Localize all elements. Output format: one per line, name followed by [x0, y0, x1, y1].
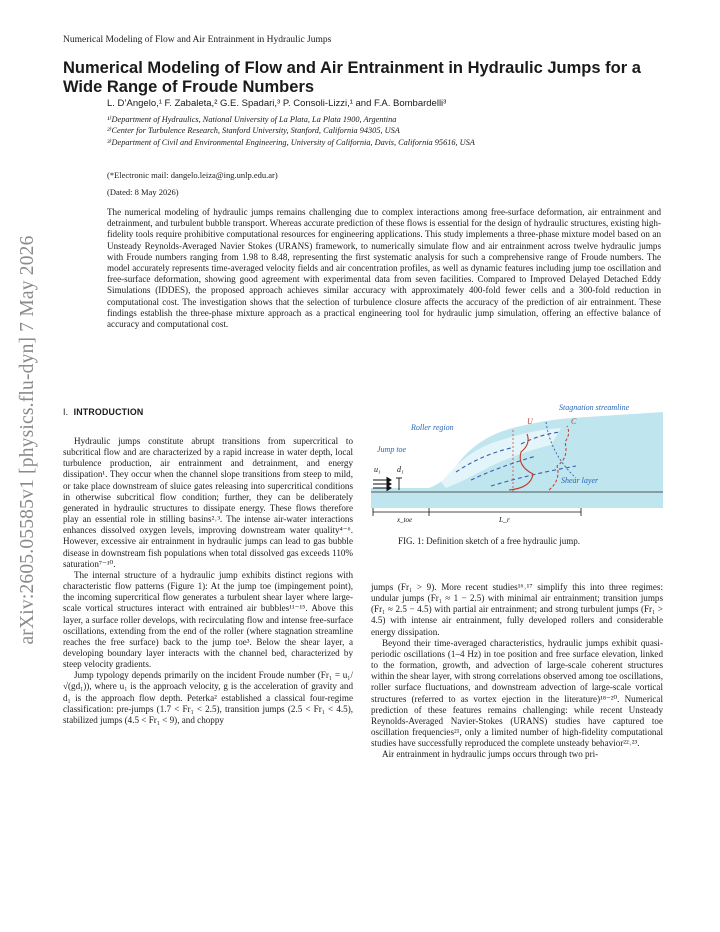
label-shear-layer: Shear layer	[561, 476, 599, 485]
affiliation-2: ²⁾Center for Turbulence Research, Stanford University, Stanford, California 94305, USA	[107, 126, 400, 136]
left-column	[63, 436, 353, 726]
contact-email: (*Electronic mail: dangelo.leiza@ing.unlp.edu.ar)	[107, 170, 278, 180]
figure-sketch	[371, 400, 663, 528]
figure-hydraulic-jump	[371, 400, 663, 528]
label-jump-toe: Jump toe	[377, 445, 407, 454]
label-c: C	[571, 417, 577, 426]
paragraph: Beyond their time-averaged characteristics, hydraulic jumps exhibit quasi-periodic oscillations (1–4 Hz) in toe position and free surface elevation, linked to the formation, growth, and advection of large-scale coherent structures within the shear layer, with strong correlations observed among toe oscillations, roller surface fluctuations, and downstream advection of large-scale vortical structures (referred to as vortex ejection in the literature)¹⁸⁻²⁰. Numerical prediction of these features remains challenging: while recent Unsteady Reynolds-Averaged Navier-Stokes (URANS) studies have captured toe oscillation frequencies²¹, only a limited number of high-fidelity computational studies have successfully reproduced the complete unsteady behavior²²˒²³.	[371, 637, 663, 749]
paper-title: Numerical Modeling of Flow and Air Entrainment in Hydraulic Jumps for a Wide Range of Froude Numbers	[63, 59, 641, 96]
label-u1: u₁	[374, 465, 381, 474]
paragraph: The internal structure of a hydraulic jump exhibits distinct regions with characteristic flow patterns (Figure 1): At the jump toe (impingement point), the incoming supercritical flow generates a turbulent shear layer where large-scale vortical structures interact with entrained air bubbles¹¹⁻¹⁵. Above this layer, a surface roller develops, with recirculating flow and intense free-surface oscillations, extending from the end of the roller (where stagnation streamline reaches the free surface) back to the jump toe³. Below the shear layer, a developing boundary layer interacts with the channel bed, characterized by steep velocity gradients.	[63, 569, 353, 670]
paragraph: Air entrainment in hydraulic jumps occurs through two pri-	[382, 749, 599, 760]
dimension-lines	[373, 508, 581, 516]
right-column	[371, 582, 663, 761]
section-number: I.	[63, 407, 69, 417]
paragraph: jumps (Fr₁ > 9). More recent studies¹⁶˒¹⁷ simplify this into three regimes: undular jumps (Fr₁ ≈ 1 − 2.5) with minimal air entrainment; transition jumps (Fr₁ ≈ 2.5 − 4.5) with partial air entrainment; and strong turbulent jumps (Fr₁ > 4.5) with intense air entrainment, fully developed rollers and considerable energy dissipation.	[371, 582, 663, 637]
figure-caption: FIG. 1: Definition sketch of a free hydraulic jump.	[398, 536, 580, 546]
label-d1: d₁	[397, 465, 404, 474]
paragraph: Jump typology depends primarily on the incident Froude number (Fr₁ = u₁/√(gd₁)), where u₁ is the approach velocity, g is the acceleration of gravity and d₁ is the approach flow depth. Peterka² established a classical four-regime classification: pre-jumps (1.7 < Fr₁ < 2.5), transition jumps (2.5 < Fr₁ < 4.5), stabilized jumps (4.5 < Fr₁ < 9), and choppy	[63, 670, 353, 725]
affiliations	[107, 114, 627, 148]
section-heading	[63, 407, 143, 417]
paragraph: Hydraulic jumps constitute abrupt transitions from supercritical to subcritical flow and are characterized by a rapid increase in water depth, local turbulence production, air entrainment and detrainment, and energy dissipation¹. They occur when the channel slope transitions from steep to mild, or take place downstream of sluice gates releasing into supercritical conditions in otherwise subcritical flow condition; further, they can be deliberately generated in hydraulic structures to dissipate energy. These flows therefore play an essential role in stilling basins²˒³. The intense air-water interactions enhances dissolved oxygen levels, improving downstream water quality⁴⁻⁶. However, excessive air entrainment in hydraulic jumps can lead to gas bubble disease in downstream fish populations when total dissolved gas exceeds 110% saturation⁷⁻¹⁰.	[63, 436, 353, 569]
label-lr: L_r	[499, 515, 510, 524]
arxiv-stamp-text: arXiv:2605.05585v1 [physics.flu-dyn] 7 May 2026	[16, 235, 38, 645]
abstract: The numerical modeling of hydraulic jumps remains challenging due to complex interactions among free-surface deformation, air entrainment and detrainment, and turbulent bubble transport. Whereas accurate prediction of these flows is essential for the design of hydraulic structures, existing high-fidelity tools require prohibitive computational resources for engineering applications. This study implements a three-phase mixture model based on an Unsteady Reynolds-Averaged Navier Stokes (URANS) framework, to numerically simulate flow and air entrainment across twelve hydraulic jumps with Froude numbers ranging from 1.98 to 8.48, representing the first systematic analysis for such a comprehensive range of Froude numbers. The model accurately represents time-averaged velocity fields and air concentration profiles, as well as dynamic features including jump toe oscillation and free-surface deformation, showing good agreement with experimental data from seven facilities. Compared to Improved Delayed Detached Eddy Simulations (IDDES), the proposed approach achieves similar accuracy with approximately 400-fold fewer cells and a 300-fold reduction in computational cost. The investigation shows that the selection of turbulence closure affects the accuracy of the prediction of air entrainment. These findings establish the three-phase mixture approach as a practical engineering tool for hydraulic jump simulation, offering an effective balance of accuracy and computational cost.	[107, 207, 661, 330]
section-title: INTRODUCTION	[73, 407, 144, 417]
label-u: U	[527, 417, 533, 426]
label-xtoe: x_toe	[397, 516, 413, 524]
author-list: L. D’Angelo,¹ F. Zabaleta,² G.E. Spadari,³ P. Consoli-Lizzi,¹ and F.A. Bombardelli³	[107, 98, 447, 109]
running-head: Numerical Modeling of Flow and Air Entrainment in Hydraulic Jumps	[63, 35, 332, 45]
arxiv-stamp	[10, 220, 45, 660]
affiliation-3: ³⁾Department of Civil and Environmental Engineering, University of California, Davis, California 95616, USA	[107, 137, 475, 147]
affiliation-1: ¹⁾Department of Hydraulics, National University of La Plata, La Plata 1900, Argentina	[107, 115, 397, 124]
label-roller: Roller region	[411, 423, 454, 432]
label-stagnation: Stagnation streamline	[559, 403, 630, 412]
date-line: (Dated: 8 May 2026)	[107, 187, 179, 197]
